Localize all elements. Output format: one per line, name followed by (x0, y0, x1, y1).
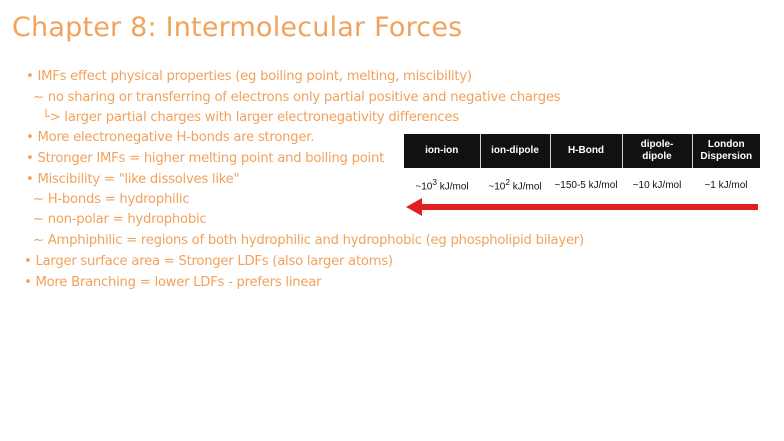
value-h-bond: ~150-5 kJ/mol (550, 168, 622, 202)
value-ion-ion: $\sim 10^3$ kJ/mol (404, 168, 480, 202)
header-ion-ion: ion-ion (404, 134, 480, 168)
note-line: • Larger surface area = Stronger LDFs (also larger atoms) (24, 254, 393, 269)
value-london-dispersion: ~1 kJ/mol (692, 168, 760, 202)
arrow-head (406, 198, 758, 216)
note-line: ~ Amphiphilic = regions of both hydrophilic and hydrophobic (eg phospholipid bilayer) (33, 233, 584, 248)
note-line: • More Branching = lower LDFs - prefers linear (24, 275, 322, 290)
note-line: ~ non-polar = hydrophobic (33, 212, 207, 227)
header-h-bond: H-Bond (550, 134, 622, 168)
note-line: • IMFs effect physical properties (eg boiling point, melting, miscibility) (26, 69, 472, 84)
note-line: └> larger partial charges with larger electronegativity differences (42, 110, 459, 125)
table-header-row (404, 134, 760, 168)
header-dipole-dipole: dipole-dipole (622, 134, 692, 168)
decreasing-strength-arrow-icon (406, 197, 758, 217)
note-line: • More electronegative H-bonds are stronger. (26, 130, 315, 145)
note-line: • Miscibility = "like dissolves like" (26, 172, 240, 187)
note-line: ~ H-bonds = hydrophilic (33, 192, 190, 207)
value-dipole-dipole: ~10 kJ/mol (622, 168, 692, 202)
header-ion-dipole: ion-dipole (480, 134, 550, 168)
value-ion-dipole: $\sim 10^2$ kJ/mol (480, 168, 550, 202)
note-line: • Stronger IMFs = higher melting point and boiling point (26, 151, 384, 166)
page-title: Chapter 8: Intermolecular Forces (12, 12, 463, 43)
note-line: ~ no sharing or transferring of electrons only partial positive and negative charges (33, 90, 561, 105)
imf-strength-table (404, 134, 760, 202)
header-london-dispersion: London Dispersion (692, 134, 760, 168)
